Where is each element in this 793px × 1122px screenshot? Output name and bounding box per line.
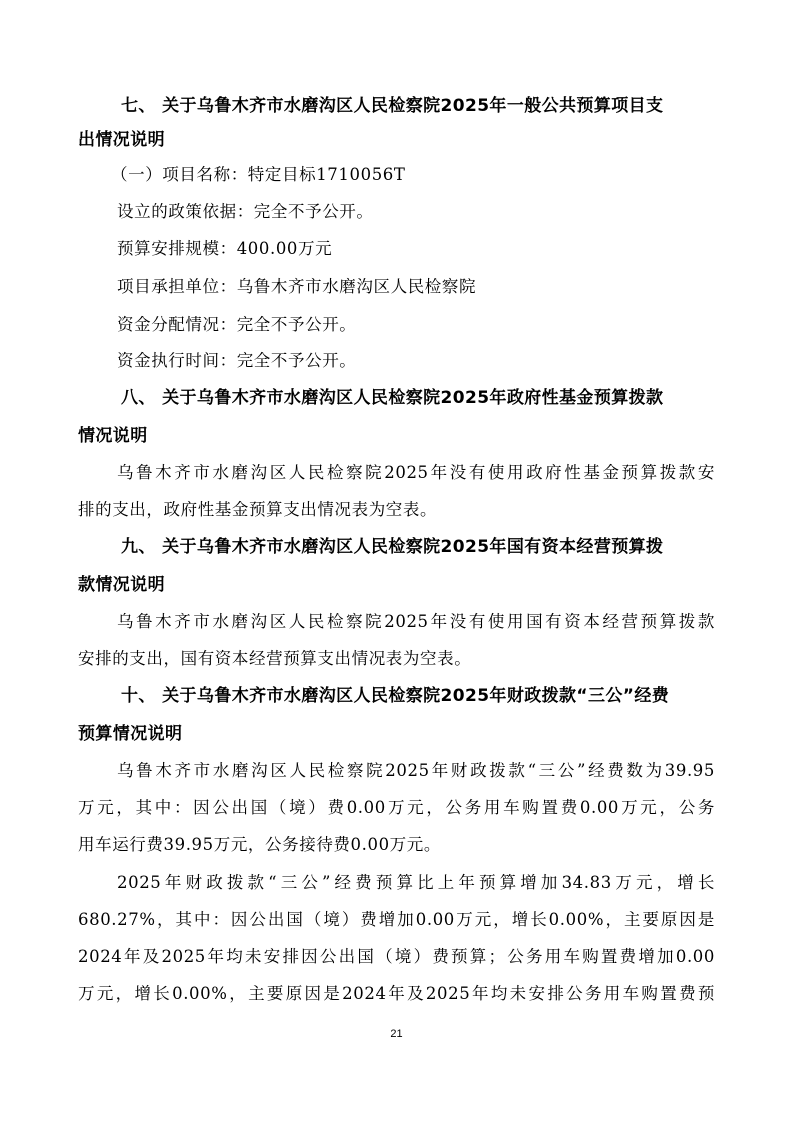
section7-execution-time: 资金执行时间：完全不予公开。 bbox=[117, 351, 357, 370]
section10-para1-line1: 乌鲁木齐市水磨沟区人民检察院2025年财政拨款“三公”经费数为39.95 bbox=[117, 761, 715, 780]
section8-heading-line1: 八、 关于乌鲁木齐市水磨沟区人民检察院2025年政府性基金预算拨款 bbox=[121, 388, 664, 408]
section10-para2-line2: 680.27%，其中：因公出国（境）费增加0.00万元，增长0.00%，主要原因是 bbox=[78, 910, 715, 929]
page-number: 21 bbox=[390, 1028, 403, 1040]
section7-budget-scale: 预算安排规模：400.00万元 bbox=[117, 239, 333, 258]
section10-para2-line4: 万元，增长0.00%，主要原因是2024年及2025年均未安排公务用车购置费预 bbox=[78, 984, 715, 1003]
section7-heading-line1: 七、 关于乌鲁木齐市水磨沟区人民检察院2025年一般公共预算项目支 bbox=[121, 96, 664, 116]
section7-policy-basis: 设立的政策依据：完全不予公开。 bbox=[117, 202, 374, 221]
section8-heading-line2: 情况说明 bbox=[78, 426, 148, 446]
section9-paragraph-line2: 安排的支出，国有资本经营预算支出情况表为空表。 bbox=[78, 649, 472, 668]
section9-heading-line1: 九、 关于乌鲁木齐市水磨沟区人民检察院2025年国有资本经营预算拨 bbox=[121, 537, 664, 557]
section9-heading-line2: 款情况说明 bbox=[78, 575, 165, 595]
section10-para1-line3: 用车运行费39.95万元，公务接待费0.00万元。 bbox=[78, 835, 441, 854]
section10-heading-line1: 十、 关于乌鲁木齐市水磨沟区人民检察院2025年财政拨款“三公”经费 bbox=[121, 686, 670, 706]
section10-para2-line3: 2024年及2025年均未安排因公出国（境）费预算；公务用车购置费增加0.00 bbox=[78, 947, 715, 966]
section10-heading-line2: 预算情况说明 bbox=[78, 724, 183, 744]
section9-paragraph-line1: 乌鲁木齐市水磨沟区人民检察院2025年没有使用国有资本经营预算拨款 bbox=[117, 612, 715, 631]
section7-heading-line2: 出情况说明 bbox=[78, 130, 165, 150]
section7-undertaking-unit: 项目承担单位：乌鲁木齐市水磨沟区人民检察院 bbox=[117, 277, 477, 296]
section7-item1-title: （一）项目名称：特定目标1710056T bbox=[111, 165, 406, 184]
section10-para1-line2: 万元，其中：因公出国（境）费0.00万元，公务用车购置费0.00万元，公务 bbox=[78, 798, 715, 817]
section10-para2-line1: 2025年财政拨款“三公”经费预算比上年预算增加34.83万元，增长 bbox=[117, 873, 715, 892]
section7-fund-allocation: 资金分配情况：完全不予公开。 bbox=[117, 315, 357, 334]
section8-paragraph-line1: 乌鲁木齐市水磨沟区人民检察院2025年没有使用政府性基金预算拨款安 bbox=[117, 463, 715, 482]
section8-paragraph-line2: 排的支出，政府性基金预算支出情况表为空表。 bbox=[78, 500, 438, 519]
